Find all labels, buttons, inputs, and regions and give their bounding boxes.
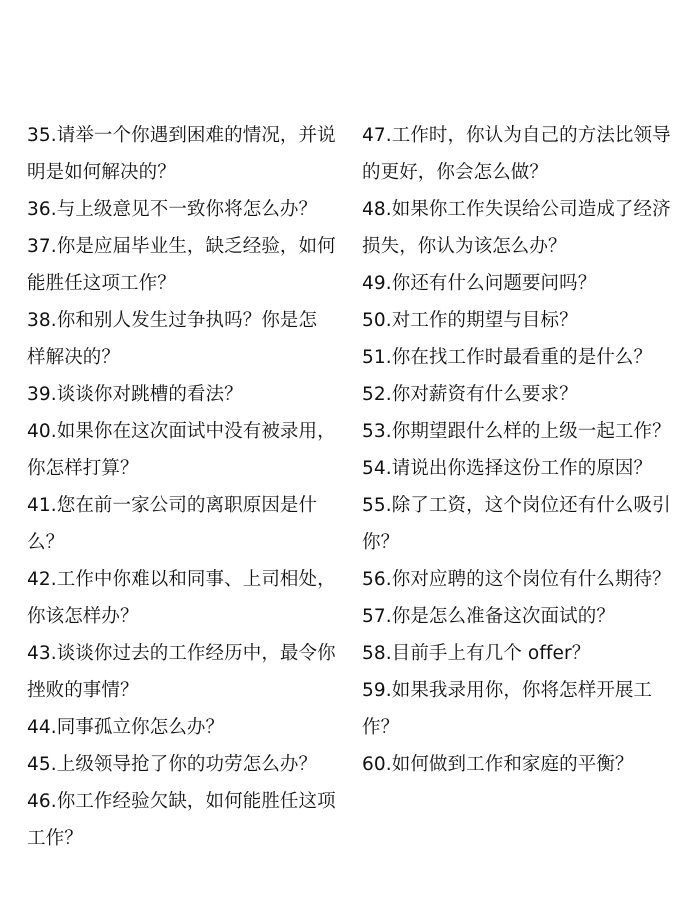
question-text-line: 49.你还有什么问题要问吗？ [362,273,597,294]
question-text-line: 47.工作时，你认为自己的方法比领导 [362,125,671,146]
question-text-line: 么？ [27,532,65,553]
question-text-line: 50.对工作的期望与目标？ [362,310,578,331]
question-item [362,265,680,302]
question-text-line: 45.上级领导抢了你的功劳怎么办？ [27,754,318,775]
question-item [27,191,337,228]
question-text-line: 42.工作中你难以和同事、上司相处， [27,569,336,590]
left-question-column [27,117,337,857]
question-text-line: 39.谈谈你对跳槽的看法？ [27,384,243,405]
question-text-line: 52.你对薪资有什么要求？ [362,384,578,405]
question-item [27,228,337,302]
question-item [27,117,337,191]
question-text-line: 能胜任这项工作？ [27,273,176,294]
question-text-line: 你该怎样办？ [27,606,139,627]
question-text-line: 60.如何做到工作和家庭的平衡？ [362,754,634,775]
question-item [362,339,680,376]
question-item [362,561,680,598]
question-text-line: 作？ [362,717,400,738]
question-text-line: 38.你和别人发生过争执吗？你是怎 [27,310,318,331]
question-text-line: 44.同事孤立你怎么办？ [27,717,225,738]
question-text-line: 工作？ [27,828,83,849]
question-item [362,413,680,450]
question-text-line: 明是如何解决的？ [27,162,176,183]
question-text-line: 的更好，你会怎么做？ [362,162,549,183]
question-text-line: 35.请举一个你遇到困难的情况，并说 [27,125,336,146]
question-text-line: 40.如果你在这次面试中没有被录用， [27,421,336,442]
question-text-line: 54.请说出你选择这份工作的原因？ [362,458,653,479]
question-text-line: 59.如果我录用你，你将怎样开展工 [362,680,653,701]
question-item [27,783,337,857]
question-text-line: 53.你期望跟什么样的上级一起工作？ [362,421,671,442]
right-question-column [362,117,680,783]
question-item [362,746,680,783]
question-item [27,561,337,635]
question-text-line: 46.你工作经验欠缺，如何能胜任这项 [27,791,336,812]
question-text-line: 57.你是怎么准备这次面试的？ [362,606,615,627]
question-item [27,302,337,376]
question-item [362,598,680,635]
question-text-line: 36.与上级意见不一致你将怎么办？ [27,199,318,220]
question-text-line: 56.你对应聘的这个岗位有什么期待？ [362,569,671,590]
question-text-line: 41.您在前一家公司的离职原因是什 [27,495,318,516]
question-item [27,376,337,413]
question-text-line: 58.目前手上有几个 offer？ [362,643,591,664]
question-text-line: 损失，你认为该怎么办？ [362,236,567,257]
question-item [362,117,680,191]
question-text-line: 48.如果你工作失误给公司造成了经济 [362,199,671,220]
question-item [27,487,337,561]
question-item [362,487,680,561]
question-text-line: 37.你是应届毕业生，缺乏经验，如何 [27,236,336,257]
question-item [362,450,680,487]
question-item [362,376,680,413]
question-item [27,746,337,783]
question-text-line: 你？ [362,532,400,553]
question-item [27,635,337,709]
question-item [362,191,680,265]
question-text-line: 55.除了工资，这个岗位还有什么吸引 [362,495,671,516]
question-text-line: 43.谈谈你过去的工作经历中，最令你 [27,643,336,664]
question-item [362,672,680,746]
question-item [362,635,680,672]
question-text-line: 样解决的？ [27,347,121,368]
question-text-line: 你怎样打算？ [27,458,139,479]
question-item [362,302,680,339]
question-text-line: 挫败的事情？ [27,680,139,701]
question-text-line: 51.你在找工作时最看重的是什么？ [362,347,653,368]
question-item [27,413,337,487]
question-item [27,709,337,746]
